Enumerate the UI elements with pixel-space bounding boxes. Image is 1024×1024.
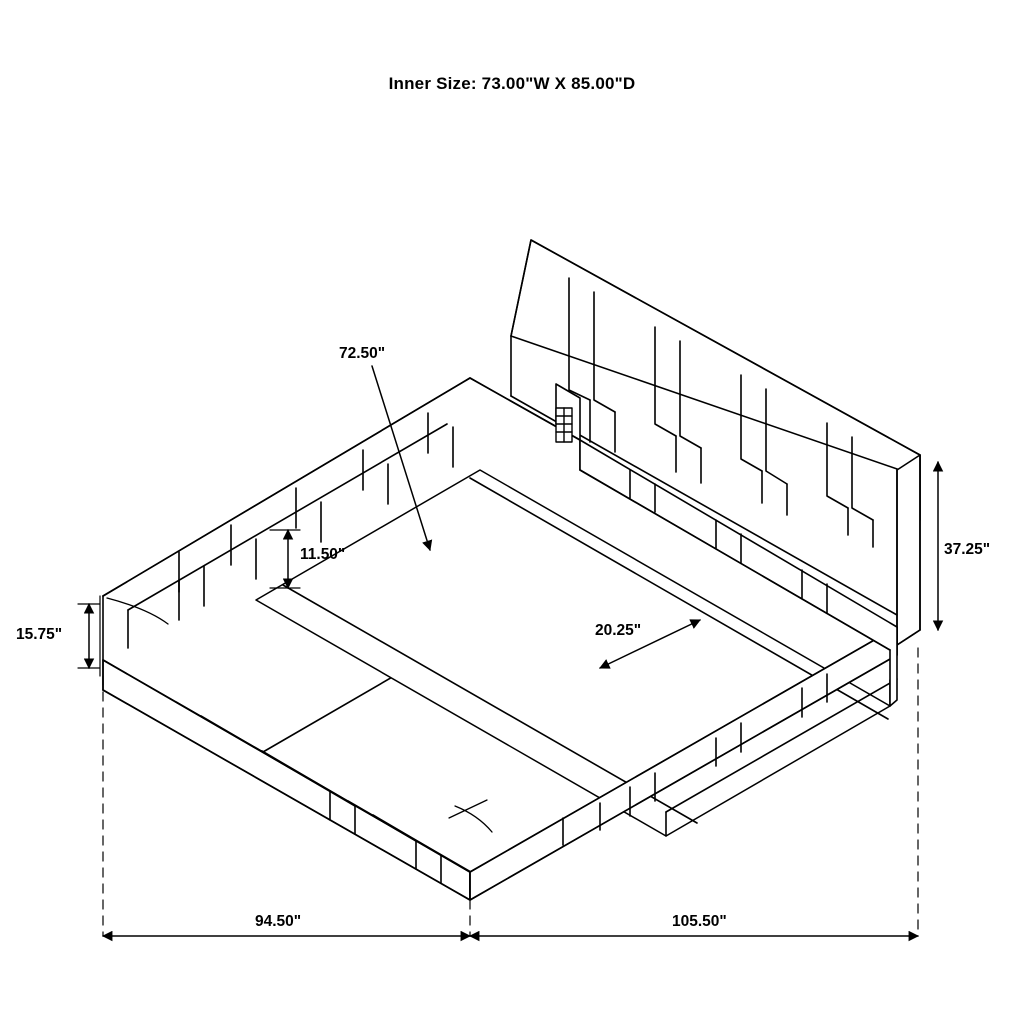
dim-label-37-25: 37.25" (944, 541, 991, 558)
mattress-deck (256, 470, 890, 836)
dim-label-72-50: 72.50" (339, 345, 386, 362)
dim-label-15-75: 15.75" (16, 626, 63, 643)
dim-label-11-50: 11.50" (300, 546, 346, 563)
dim-label-94-50: 94.50" (255, 913, 302, 930)
corner-bracket (556, 408, 572, 442)
dim-label-105-50: 105.50" (672, 913, 727, 930)
dim-label-20-25: 20.25" (595, 622, 642, 639)
page-title: Inner Size: 73.00"W X 85.00"D (388, 74, 636, 93)
dim-15-75 (78, 596, 100, 676)
